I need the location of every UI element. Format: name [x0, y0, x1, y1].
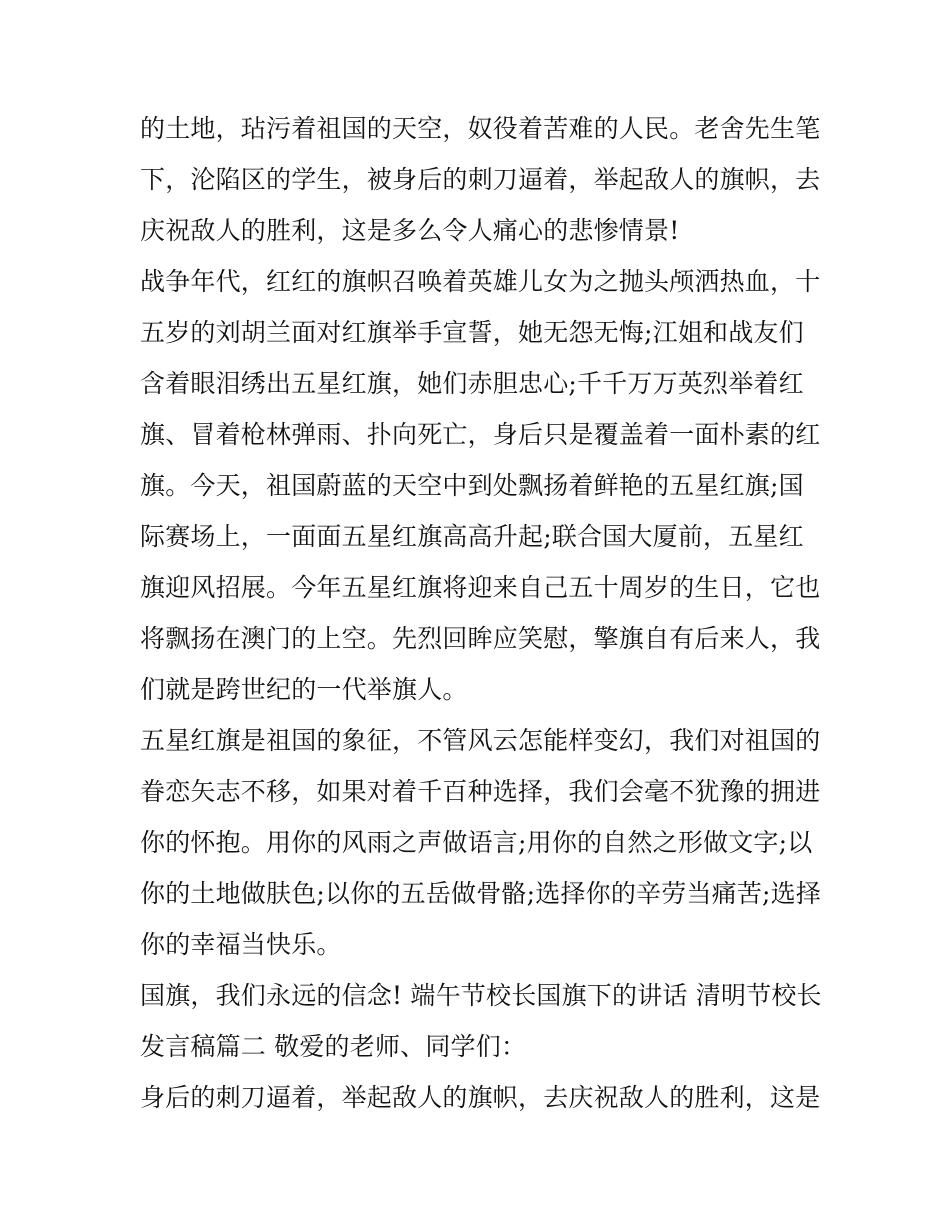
document-body	[140, 103, 822, 1123]
text-line: 们就是跨世纪的一代举旗人。	[140, 675, 468, 704]
text-line: 含着眼泪绣出五星红旗，她们赤胆忠心;千千万万英烈举着红	[140, 369, 804, 398]
text-line: 旗迎风招展。今年五星红旗将迎来自己五十周岁的生日，它也	[140, 573, 821, 602]
text-line: 眷恋矢志不移，如果对着千百种选择，我们会毫不犹豫的拥进	[140, 777, 821, 806]
text-line: 你的土地做肤色;以你的五岳做骨骼;选择你的辛劳当痛苦;选择	[140, 879, 822, 908]
text-line: 旗。今天，祖国蔚蓝的天空中到处飘扬着鲜艳的五星红旗;国	[140, 471, 804, 500]
text-line: 的土地，玷污着祖国的天空，奴役着苦难的人民。老舍先生笔	[140, 114, 821, 143]
text-line: 旗、冒着枪林弹雨、扑向死亡，身后只是覆盖着一面朴素的红	[140, 420, 821, 449]
text-line: 五岁的刘胡兰面对红旗举手宣誓，她无怨无悔;江姐和战友们	[140, 318, 804, 347]
text-line: 身后的刺刀逼着，举起敌人的旗帜，去庆祝敌人的胜利，这是	[140, 1083, 821, 1112]
text-line: 国旗，我们永远的信念! 端午节校长国旗下的讲话 清明节校长	[140, 981, 822, 1010]
text-line: 下，沦陷区的学生，被身后的刺刀逼着，举起敌人的旗帜，去	[140, 165, 821, 194]
text-line: 你的幸福当快乐。	[140, 930, 342, 959]
text-line: 战争年代，红红的旗帜召唤着英雄儿女为之抛头颅洒热血，十	[140, 267, 821, 296]
text-line: 际赛场上，一面面五星红旗高高升起;联合国大厦前，五星红	[140, 522, 804, 551]
text-line: 五星红旗是祖国的象征，不管风云怎能样变幻，我们对祖国的	[140, 726, 821, 755]
text-line: 庆祝敌人的胜利，这是多么令人痛心的悲惨情景!	[140, 216, 680, 245]
text-line: 你的怀抱。用你的风雨之声做语言;用你的自然之形做文字;以	[140, 828, 813, 857]
text-line: 将飘扬在澳门的上空。先烈回眸应笑慰，擎旗自有后来人，我	[140, 624, 821, 653]
text-line: 发言稿篇二 敬爱的老师、同学们：	[140, 1032, 527, 1061]
